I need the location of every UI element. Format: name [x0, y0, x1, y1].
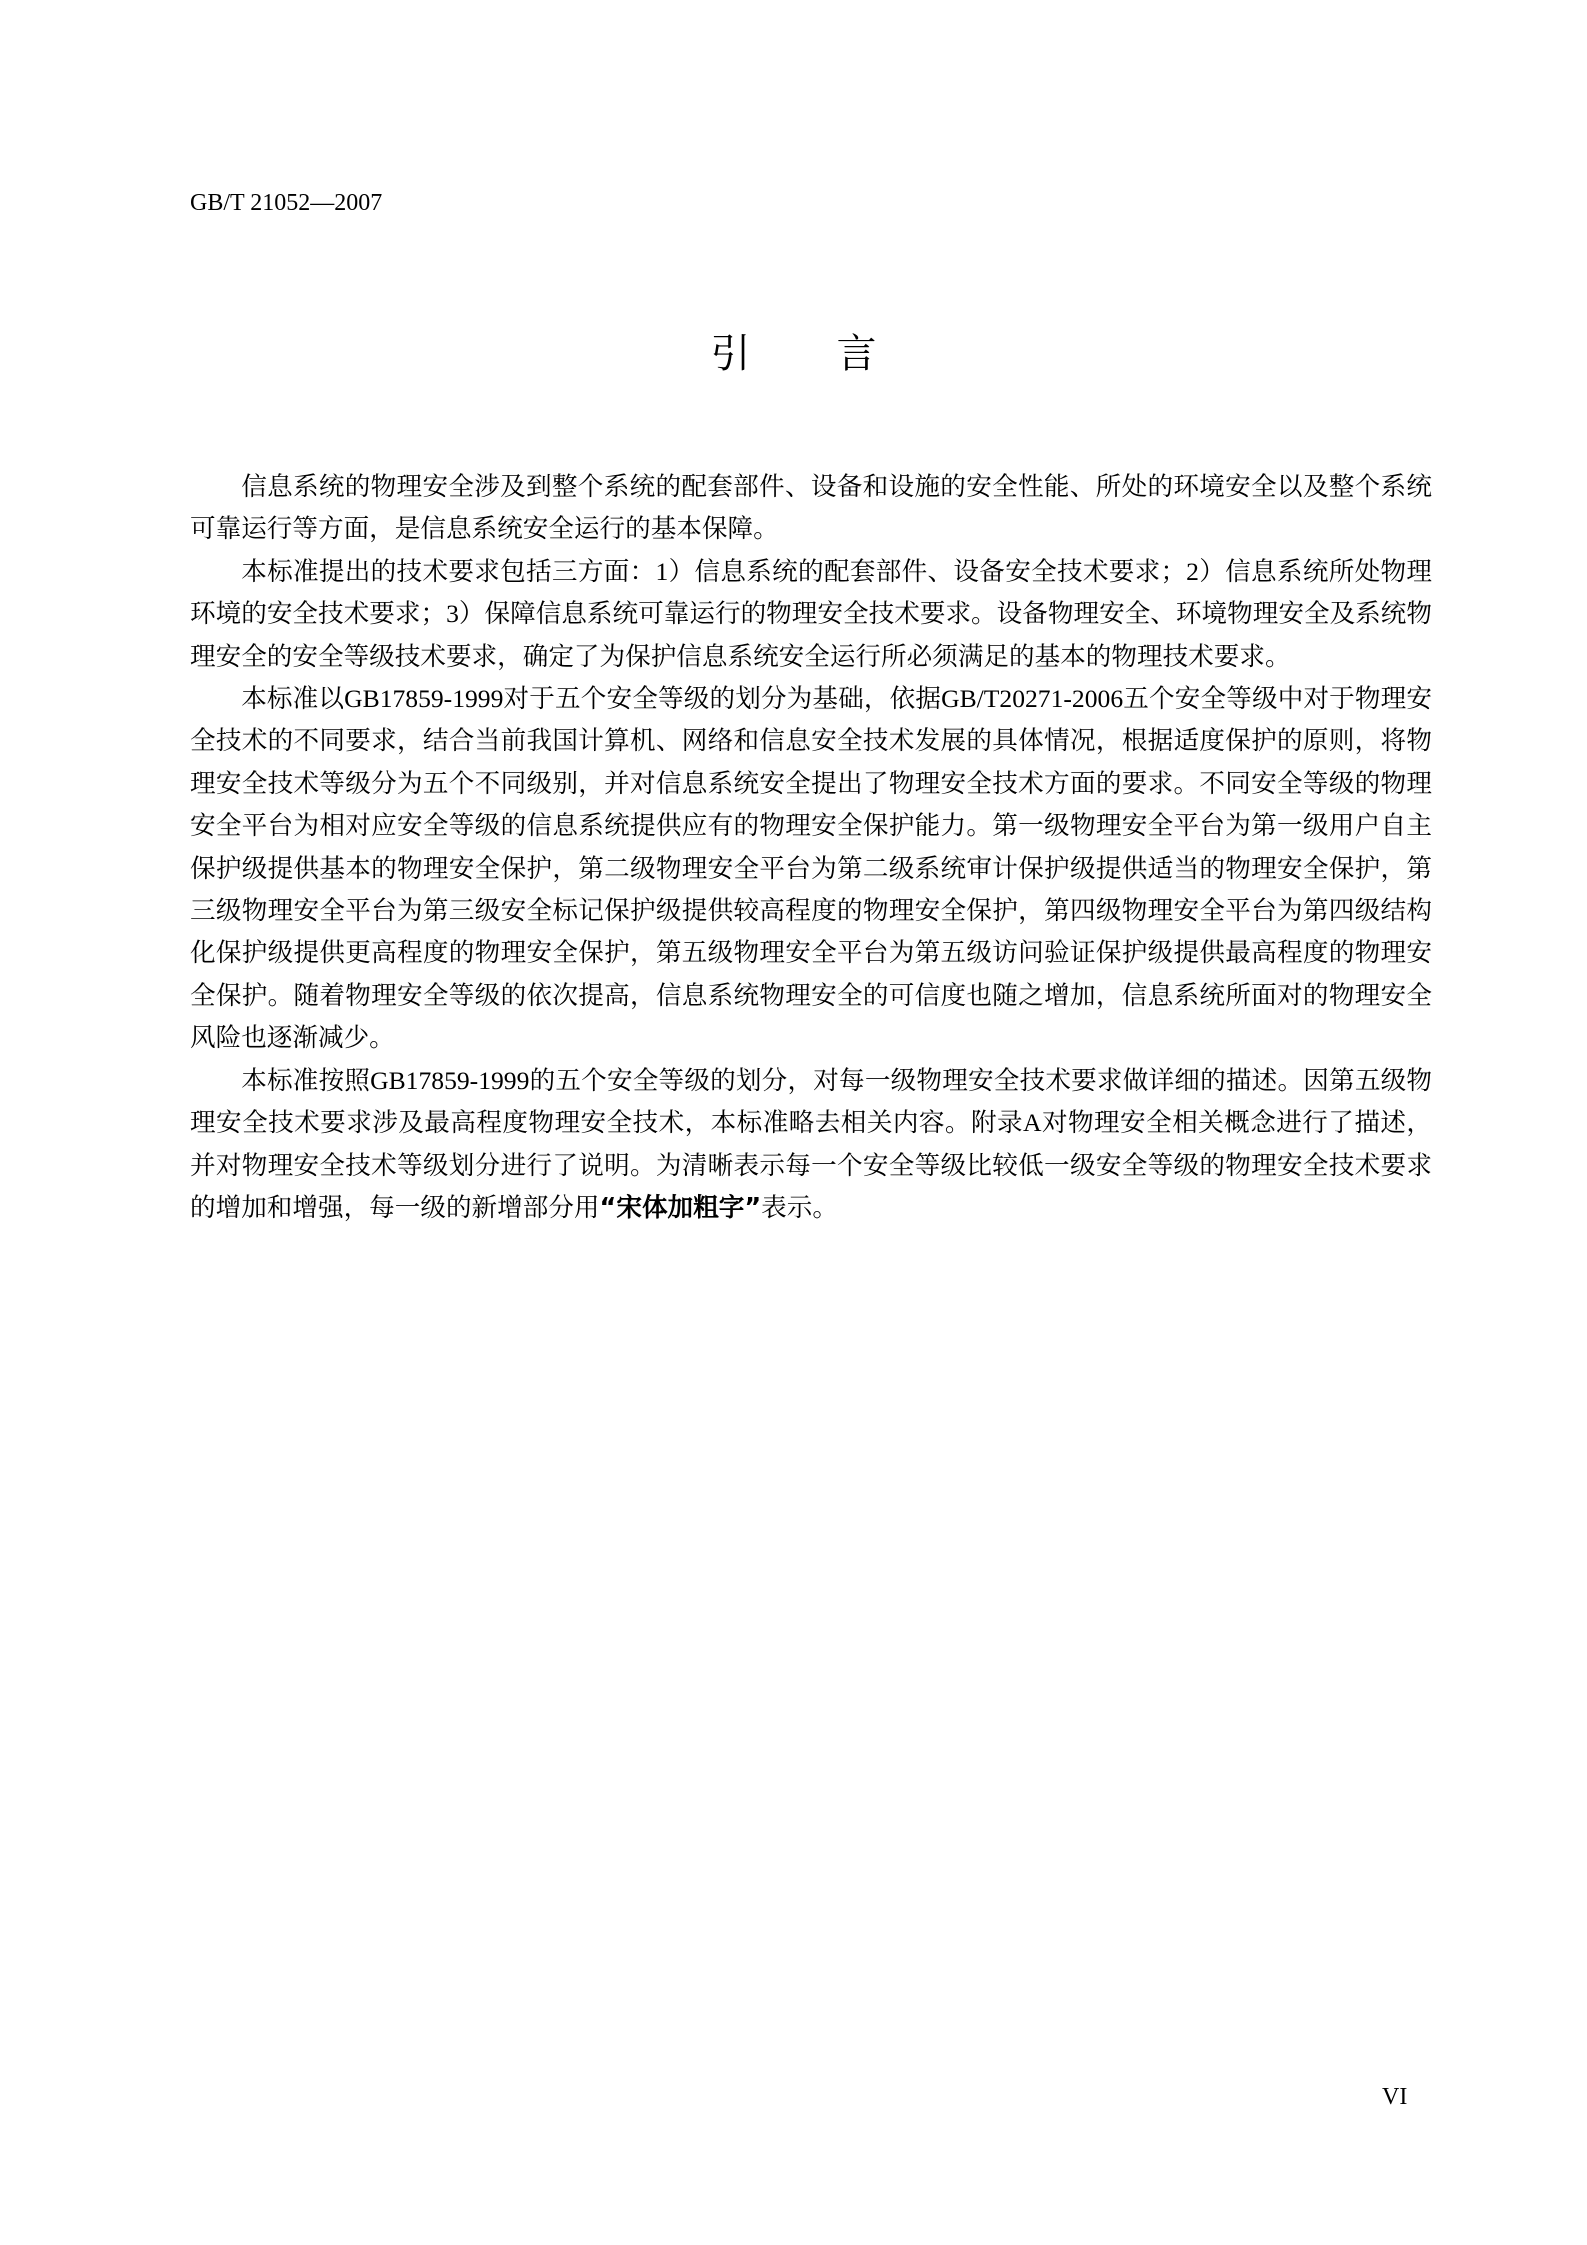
page-title	[0, 322, 1587, 379]
paragraph-3: 本标准以GB17859-1999对于五个安全等级的划分为基础，依据GB/T20271-2006五个安全等级中对于物理安全技术的不同要求，结合当前我国计算机、网络和信息安全技术发展的具体情况，根据适度保护的原则，将物理安全技术等级分为五个不同级别，并对信息系统安全提出了物理安全技术方面的要求。不同安全等级的物理安全平台为相对应安全等级的信息系统提供应有的物理安全保护能力。第一级物理安全平台为第一级用户自主保护级提供基本的物理安全保护，第二级物理安全平台为第二级系统审计保护级提供适当的物理安全保护，第三级物理安全平台为第三级安全标记保护级提供较高程度的物理安全保护，第四级物理安全平台为第四级结构化保护级提供更高程度的物理安全保护，第五级物理安全平台为第五级访问验证保护级提供最高程度的物理安全保护。随着物理安全等级的依次提高，信息系统物理安全的可信度也随之增加，信息系统所面对的物理安全风险也逐渐减少。	[190, 684, 1432, 1053]
bold-emphasis-text: 宋体加粗字	[616, 1192, 745, 1223]
page-title-char-2: 言	[836, 331, 877, 377]
paragraph-1: 信息系统的物理安全涉及到整个系统的配套部件、设备和设施的安全性能、所处的环境安全以及整个系统可靠运行等方面，是信息系统安全运行的基本保障。	[190, 472, 1432, 544]
introduction-body	[190, 466, 1432, 1229]
paragraph-4	[190, 1060, 1432, 1230]
document-code-header: GB/T 21052—2007	[190, 190, 383, 216]
open-quote: “	[599, 1192, 617, 1223]
page-title-char-1: 引	[710, 331, 751, 377]
paragraph-4-text: 本标准按照GB17859-1999的五个安全等级的划分，对每一级物理安全技术要求做详细的描述。因第五级物理安全技术要求涉及最高程度物理安全技术，本标准略去相关内容。附录A对物理安全相关概念进行了描述，并对物理安全技术等级划分进行了说明。为清晰表示每一个安全等级比较低一级安全等级的物理安全技术要求的增加和增强，每一级的新增部分用	[190, 1065, 1432, 1222]
paragraph-2: 本标准提出的技术要求包括三方面：1）信息系统的配套部件、设备安全技术要求；2）信息系统所处物理环境的安全技术要求；3）保障信息系统可靠运行的物理安全技术要求。设备物理安全、环境物理安全及系统物理安全的安全等级技术要求，确定了为保护信息系统安全运行所必须满足的基本的物理技术要求。	[190, 556, 1432, 671]
close-quote: ”	[744, 1192, 762, 1223]
paragraph-4-ending: 表示。	[761, 1192, 838, 1222]
page-number: VI	[1382, 2084, 1408, 2110]
